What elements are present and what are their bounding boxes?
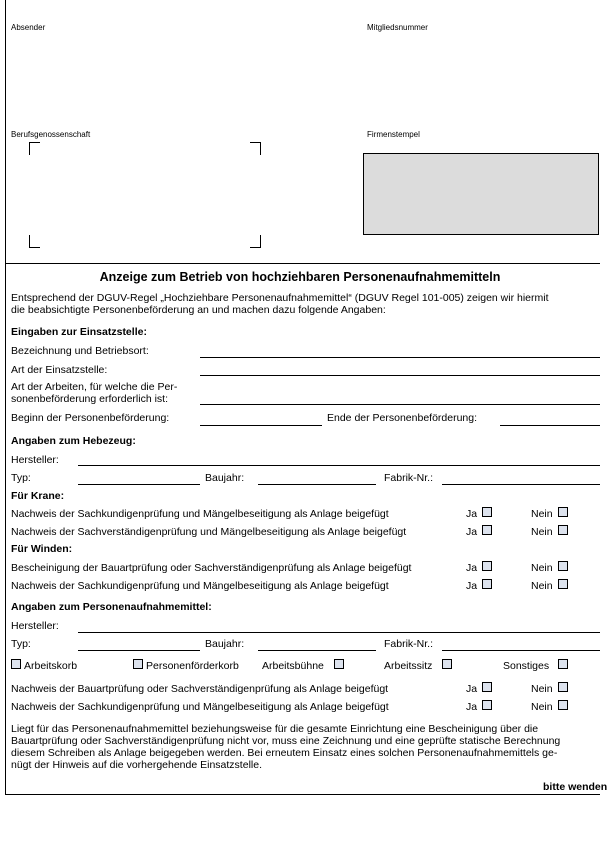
hebezeug-hersteller-label: Hersteller:	[11, 454, 59, 466]
krane-heading: Für Krane:	[11, 490, 65, 502]
address-corner-top-right	[250, 142, 261, 155]
winden-1-ja-label: Ja	[466, 562, 478, 574]
pam-typ-label: Typ:	[11, 638, 31, 650]
pam-hersteller-label: Hersteller:	[11, 620, 59, 632]
art-arbeiten-field[interactable]	[200, 404, 600, 405]
pam-1-ja-checkbox[interactable]	[482, 682, 492, 692]
address-corner-top-left	[29, 142, 40, 155]
art-einsatzstelle-field[interactable]	[200, 375, 600, 376]
bitte-wenden-label: bitte wenden	[543, 781, 607, 793]
berufsgenossenschaft-label: Berufsgenossenschaft	[11, 130, 91, 139]
pam-2-ja-checkbox[interactable]	[482, 700, 492, 710]
beginn-field[interactable]	[200, 425, 322, 426]
arbeitssitz-label: Arbeitssitz	[384, 660, 433, 672]
firmenstempel-label: Firmenstempel	[367, 130, 420, 139]
hebezeug-typ-field[interactable]	[78, 484, 200, 485]
pam-1-nein-checkbox[interactable]	[558, 682, 568, 692]
bezeichnung-field[interactable]	[200, 357, 600, 358]
footer-line-4: nügt der Hinweis auf die vorhergehende Einsatzstelle.	[11, 759, 262, 771]
footer-line-3: diesem Schreiben als Anlage beigegeben werden. Bei erneutem Einsatz eines solchen Personenaufnahmemittels ge-	[11, 747, 558, 759]
arbeitsbuehne-label: Arbeitsbühne	[262, 660, 324, 672]
pam-2-nein-label: Nein	[531, 701, 553, 713]
address-corner-bottom-left	[29, 235, 40, 248]
krane-2-nein-label: Nein	[531, 526, 553, 538]
bezeichnung-label: Bezeichnung und Betriebsort:	[11, 345, 149, 357]
krane-1-ja-checkbox[interactable]	[482, 507, 492, 517]
arbeitssitz-checkbox[interactable]	[442, 659, 452, 669]
krane-2-nein-checkbox[interactable]	[558, 525, 568, 535]
hebezeug-baujahr-label: Baujahr:	[205, 472, 245, 484]
footer-line-1: Liegt für das Personenaufnahmemittel beziehungsweise für die gesamte Einrichtung eine Bescheinigung über die	[11, 723, 539, 735]
beginn-label: Beginn der Personenbeförderung:	[11, 412, 170, 424]
hebezeug-hersteller-field[interactable]	[78, 465, 600, 466]
art-arbeiten-label-2: sonenbeförderung erforderlich ist:	[11, 393, 169, 405]
art-einsatzstelle-label: Art der Einsatzstelle:	[11, 364, 108, 376]
ende-label: Ende der Personenbeförderung:	[327, 412, 478, 424]
hebezeug-baujahr-field[interactable]	[258, 484, 376, 485]
pam-typ-field[interactable]	[78, 650, 200, 651]
winden-2-ja-label: Ja	[466, 580, 478, 592]
arbeitskorb-checkbox[interactable]	[11, 659, 21, 669]
krane-2-ja-label: Ja	[466, 526, 478, 538]
header-divider	[5, 263, 600, 264]
krane-1-nein-checkbox[interactable]	[558, 507, 568, 517]
winden-1-ja-checkbox[interactable]	[482, 561, 492, 571]
winden-2-nein-checkbox[interactable]	[558, 579, 568, 589]
frame-left-border	[5, 0, 6, 795]
pam-heading: Angaben zum Personenaufnahmemittel:	[11, 601, 212, 613]
winden-nachweis-1-label: Bescheinigung der Bauartprüfung oder Sachverständigenprüfung als Anlage beigefügt	[11, 562, 412, 574]
mitgliedsnummer-label: Mitgliedsnummer	[367, 23, 428, 32]
hebezeug-fabrik-field[interactable]	[442, 484, 600, 485]
winden-1-nein-label: Nein	[531, 562, 553, 574]
footer-paragraph	[11, 723, 600, 771]
ende-field[interactable]	[500, 425, 600, 426]
intro-line-1: Entsprechend der DGUV-Regel „Hochziehbare Personenaufnahmemittel“ (DGUV Regel 101-005) zeigen wir hiermit	[11, 292, 549, 304]
einsatzstelle-heading: Eingaben zur Einsatzstelle:	[11, 326, 147, 338]
pam-2-ja-label: Ja	[466, 701, 478, 713]
firmenstempel-field[interactable]	[363, 153, 599, 235]
address-corner-bottom-right	[250, 235, 261, 248]
pam-hersteller-field[interactable]	[78, 632, 600, 633]
frame-bottom-border	[5, 794, 600, 795]
pam-nachweis-1-label: Nachweis der Bauartprüfung oder Sachverständigenprüfung als Anlage beigefügt	[11, 683, 389, 695]
personenfoerderkorb-label: Personenförderkorb	[146, 660, 239, 672]
pam-baujahr-label: Baujahr:	[205, 638, 245, 650]
pam-1-ja-label: Ja	[466, 683, 478, 695]
footer-line-2: Bauartprüfung oder Sachverständigenprüfung nicht vor, muss eine Zeichnung und eine geprüfte statische Berechnung	[11, 735, 561, 747]
art-arbeiten-label-1: Art der Arbeiten, für welche die Per-	[11, 381, 178, 393]
absender-label: Absender	[11, 23, 46, 32]
pam-nachweis-2-label: Nachweis der Sachkundigenprüfung und Mängelbeseitigung als Anlage beigefügt	[11, 701, 389, 713]
winden-nachweis-2-label: Nachweis der Sachkundigenprüfung und Mängelbeseitigung als Anlage beigefügt	[11, 580, 389, 592]
pam-fabrik-label: Fabrik-Nr.:	[384, 638, 434, 650]
winden-2-nein-label: Nein	[531, 580, 553, 592]
personenfoerderkorb-checkbox[interactable]	[133, 659, 143, 669]
pam-baujahr-field[interactable]	[258, 650, 376, 651]
krane-nachweis-2-label: Nachweis der Sachverständigenprüfung und Mängelbeseitigung als Anlage beigefügt	[11, 526, 407, 538]
hebezeug-fabrik-label: Fabrik-Nr.:	[384, 472, 434, 484]
winden-2-ja-checkbox[interactable]	[482, 579, 492, 589]
sonstiges-checkbox[interactable]	[558, 659, 568, 669]
krane-1-ja-label: Ja	[466, 508, 478, 520]
arbeitsbuehne-checkbox[interactable]	[334, 659, 344, 669]
krane-2-ja-checkbox[interactable]	[482, 525, 492, 535]
krane-1-nein-label: Nein	[531, 508, 553, 520]
pam-fabrik-field[interactable]	[442, 650, 600, 651]
arbeitskorb-label: Arbeitskorb	[24, 660, 78, 672]
hebezeug-typ-label: Typ:	[11, 472, 31, 484]
pam-2-nein-checkbox[interactable]	[558, 700, 568, 710]
pam-1-nein-label: Nein	[531, 683, 553, 695]
hebezeug-heading: Angaben zum Hebezeug:	[11, 435, 136, 447]
winden-heading: Für Winden:	[11, 543, 73, 555]
winden-1-nein-checkbox[interactable]	[558, 561, 568, 571]
krane-nachweis-1-label: Nachweis der Sachkundigenprüfung und Mängelbeseitigung als Anlage beigefügt	[11, 508, 389, 520]
intro-line-2: die beabsichtigte Personenbeförderung an und machen dazu folgende Angaben:	[11, 304, 386, 316]
document-title: Anzeige zum Betrieb von hochziehbaren Personenaufnahmemitteln	[99, 270, 501, 284]
sonstiges-label: Sonstiges	[503, 660, 550, 672]
